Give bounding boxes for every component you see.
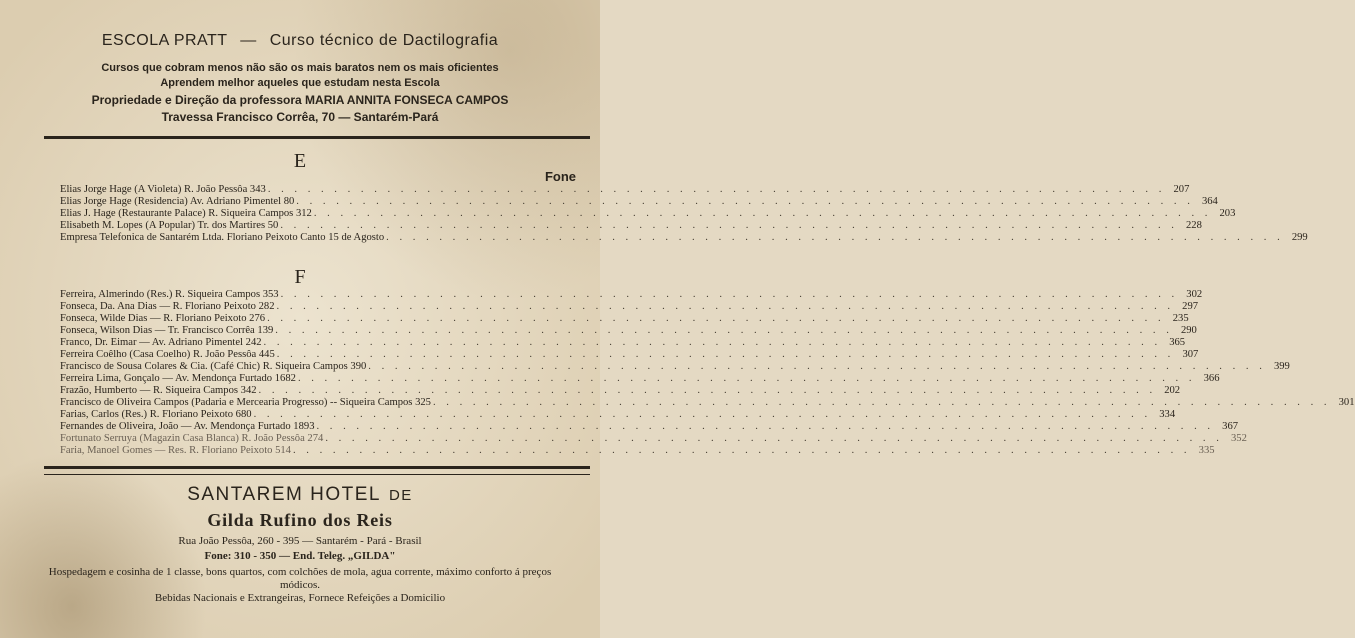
leader-dots: . . . . . . . . . . . . . . . . . . . . . . . . . . . . . . . . . . . . . . . . . . . . . . . . . . . . . . . . . . . . . . . . . . . . — [280, 220, 1178, 231]
entry-name: Fortunato Serruya (Magazin Casa Blanca) R. João Pessôa 274 — [60, 433, 324, 444]
entry-phone: 207 — [1173, 184, 1190, 195]
entry-name: Ferreira Coêlho (Casa Coelho) R. João Pessôa 445 — [60, 349, 275, 360]
divider-rule — [44, 466, 590, 469]
entry-phone: 364 — [1201, 196, 1218, 207]
entry-phone: 307 — [1182, 349, 1199, 360]
leader-dots: . . . . . . . . . . . . . . . . . . . . . . . . . . . . . . . . . . . . . . . . . . . . . . . . . . . . . . . . . . . . . . . . . . . . — [263, 337, 1162, 348]
entry-phone: 365 — [1169, 337, 1186, 348]
entry-name: Elias Jorge Hage (Residencia) Av. Adriano Pimentel 80 — [60, 196, 295, 207]
leader-dots: . . . . . . . . . . . . . . . . . . . . . . . . . . . . . . . . . . . . . . . . . . . . . . . . . . . . . . . . . . . . . . . . . . . . — [296, 196, 1194, 207]
list-item — [60, 337, 1186, 349]
list-item — [60, 289, 1203, 301]
section-letter-e: E — [293, 150, 307, 172]
entry-name: Francisco de Oliveira Campos (Padaria e Mercearia Progresso) -- Siqueira Campos 325 — [60, 397, 431, 408]
leader-dots: . . . . . . . . . . . . . . . . . . . . . . . . . . . . . . . . . . . . . . . . . . . . . . . . . . . . . . . . . . . . . . . . . . . . — [276, 349, 1175, 360]
leader-dots: . . . . . . . . . . . . . . . . . . . . . . . . . . . . . . . . . . . . . . . . . . . . . . . . . . . . . . . . . . . . . . . . . . . . — [313, 208, 1212, 219]
list-item — [60, 301, 1199, 313]
header-line-2: Aprendem melhor aqueles que estudam nesta Escola — [160, 77, 440, 89]
divider-rule-thin — [44, 474, 590, 475]
entry-phone: 202 — [1164, 385, 1181, 396]
entry-phone: 290 — [1180, 325, 1197, 336]
leader-dots: . . . . . . . . . . . . . . . . . . . . . . . . . . . . . . . . . . . . . . . . . . . . . . . . . . . . . . . . . . . . . . . . . . . . — [432, 397, 1331, 408]
list-item — [60, 361, 1290, 373]
entry-phone: 399 — [1273, 361, 1290, 372]
phone-column-header: Fone — [544, 169, 576, 184]
list-item — [60, 433, 1247, 445]
entry-name: Frazão, Humberto — R. Siqueira Campos 342 — [60, 385, 257, 396]
school-name: ESCOLA PRATT — [101, 32, 228, 49]
list-item — [60, 445, 1215, 457]
leader-dots: . . . . . . . . . . . . . . . . . . . . . . . . . . . . . . . . . . . . . . . . . . . . . . . . . . . . . . . . . . . . . . . . . . . . — [258, 385, 1157, 396]
leader-dots: . . . . . . . . . . . . . . . . . . . . . . . . . . . . . . . . . . . . . . . . . . . . . . . . . . . . . . . . . . . . . . . . . . . . — [368, 361, 1266, 372]
list-item — [60, 349, 1199, 361]
entry-name: Faria, Manoel Gomes — Res. R. Floriano Peixoto 514 — [60, 445, 291, 456]
list-item — [60, 208, 1236, 220]
section-letter-f: F — [294, 266, 306, 288]
entry-name: Elias J. Hage (Restaurante Palace) R. Siqueira Campos 312 — [60, 208, 312, 219]
hotel-address: Rua João Pessôa, 260 - 395 — Santarém - Pará - Brasil — [178, 535, 422, 547]
entry-name: Empresa Telefonica de Santarém Ltda. Floriano Peixoto Canto 15 de Agosto — [60, 232, 385, 243]
list-item — [60, 196, 1218, 208]
leader-dots: . . . . . . . . . . . . . . . . . . . . . . . . . . . . . . . . . . . . . . . . . . . . . . . . . . . . . . . . . . . . . . . . . . . . — [325, 433, 1223, 444]
entry-phone: 301 — [1338, 397, 1355, 408]
entry-name: Fonseca, Wilson Dias — Tr. Francisco Corrêa 139 — [60, 325, 274, 336]
hotel-ad-title — [0, 484, 600, 506]
entry-phone: 297 — [1182, 301, 1199, 312]
header-line-4: Travessa Francisco Corrêa, 70 — Santarém-Pará — [161, 110, 439, 124]
list-item — [60, 385, 1181, 397]
list-item — [60, 232, 1308, 244]
hotel-description: Hospedagem e cosinha de 1 classe, bons quartos, com colchões de mola, agua corrente, máximo conforto á preços módicos. — [48, 566, 552, 591]
list-item — [60, 421, 1239, 433]
leader-dots: . . . . . . . . . . . . . . . . . . . . . . . . . . . . . . . . . . . . . . . . . . . . . . . . . . . . . . . . . . . . . . . . . . . . — [280, 289, 1179, 300]
list-item — [60, 373, 1220, 385]
entry-phone: 352 — [1230, 433, 1247, 444]
header-line-3: Propriedade e Direção da professora MARIA ANNITA FONSECA CAMPOS — [91, 93, 509, 107]
hotel-name: SANTAREM HOTEL — [187, 484, 381, 505]
header-line-1: Cursos que cobram menos não são os mais baratos nem os mais oficientes — [101, 62, 499, 74]
course-name: Curso técnico de Dactilografia — [269, 32, 499, 49]
entry-name: Elisabeth M. Lopes (A Popular) Tr. dos Martires 50 — [60, 220, 279, 231]
school-header — [0, 32, 600, 50]
entry-phone: 335 — [1198, 445, 1215, 456]
directory-list-e — [60, 184, 1308, 244]
list-item — [60, 409, 1176, 421]
entry-phone: 203 — [1219, 208, 1236, 219]
entry-phone: 366 — [1203, 373, 1220, 384]
leader-dots: . . . . . . . . . . . . . . . . . . . . . . . . . . . . . . . . . . . . . . . . . . . . . . . . . . . . . . . . . . . . . . . . . . . . — [267, 184, 1166, 195]
entry-phone: 235 — [1172, 313, 1189, 324]
leader-dots: . . . . . . . . . . . . . . . . . . . . . . . . . . . . . . . . . . . . . . . . . . . . . . . . . . . . . . . . . . . . . . . . . . . . — [276, 301, 1175, 312]
entry-name: Franco, Dr. Eimar — Av. Adriano Pimentel 242 — [60, 337, 262, 348]
hotel-drinks: Bebidas Nacionais e Extrangeiras, Fornece Refeições a Domicilio — [154, 592, 446, 604]
entry-name: Fonseca, Wilde Dias — R. Floriano Peixoto 276 — [60, 313, 266, 324]
leader-dots: . . . . . . . . . . . . . . . . . . . . . . . . . . . . . . . . . . . . . . . . . . . . . . . . . . . . . . . . . . . . . . . . . . . . — [316, 421, 1215, 432]
leader-dots: . . . . . . . . . . . . . . . . . . . . . . . . . . . . . . . . . . . . . . . . . . . . . . . . . . . . . . . . . . . . . . . . . . . . — [297, 373, 1196, 384]
entry-phone: 302 — [1186, 289, 1203, 300]
hotel-phone: Fone: 310 - 350 — End. Teleg. „GILDA" — [204, 550, 396, 562]
entry-phone: 299 — [1291, 232, 1308, 243]
entry-name: Ferreira Lima, Gonçalo — Av. Mendonça Furtado 1682 — [60, 373, 296, 384]
hotel-de: DE — [388, 487, 413, 504]
list-item — [60, 220, 1202, 232]
hotel-owner: Gilda Rufino dos Reis — [207, 510, 393, 530]
entry-phone: 334 — [1159, 409, 1176, 420]
list-item — [60, 313, 1189, 325]
entry-phone: 228 — [1186, 220, 1202, 231]
leader-dots: . . . . . . . . . . . . . . . . . . . . . . . . . . . . . . . . . . . . . . . . . . . . . . . . . . . . . . . . . . . . . . . . . . . . — [292, 445, 1191, 456]
list-item — [60, 397, 1355, 409]
entry-name: Ferreira, Almerindo (Res.) R. Siqueira Campos 353 — [60, 289, 279, 300]
entry-phone: 367 — [1222, 421, 1239, 432]
leader-dots: . . . . . . . . . . . . . . . . . . . . . . . . . . . . . . . . . . . . . . . . . . . . . . . . . . . . . . . . . . . . . . . . . . . . — [253, 409, 1152, 420]
leader-dots: . . . . . . . . . . . . . . . . . . . . . . . . . . . . . . . . . . . . . . . . . . . . . . . . . . . . . . . . . . . . . . . . . . . . — [275, 325, 1173, 336]
entry-name: Fernandes de Oliveira, João — Av. Mendonça Furtado 1893 — [60, 421, 315, 432]
header-dash: — — [240, 32, 257, 49]
leader-dots: . . . . . . . . . . . . . . . . . . . . . . . . . . . . . . . . . . . . . . . . . . . . . . . . . . . . . . . . . . . . . . . . . . . . — [267, 313, 1165, 324]
entry-name: Fonseca, Da. Ana Dias — R. Floriano Peixoto 282 — [60, 301, 275, 312]
divider-rule — [44, 136, 590, 139]
entry-name: Francisco de Sousa Colares & Cia. (Café Chic) R. Siqueira Campos 390 — [60, 361, 367, 372]
directory-list-f — [60, 289, 1355, 457]
list-item — [60, 325, 1197, 337]
entry-name: Elias Jorge Hage (A Violeta) R. João Pessôa 343 — [60, 184, 266, 195]
leader-dots: . . . . . . . . . . . . . . . . . . . . . . . . . . . . . . . . . . . . . . . . . . . . . . . . . . . . . . . . . . . . . . . . . . . . — [386, 232, 1284, 243]
entry-name: Farias, Carlos (Res.) R. Floriano Peixoto 680 — [60, 409, 252, 420]
list-item — [60, 184, 1190, 196]
